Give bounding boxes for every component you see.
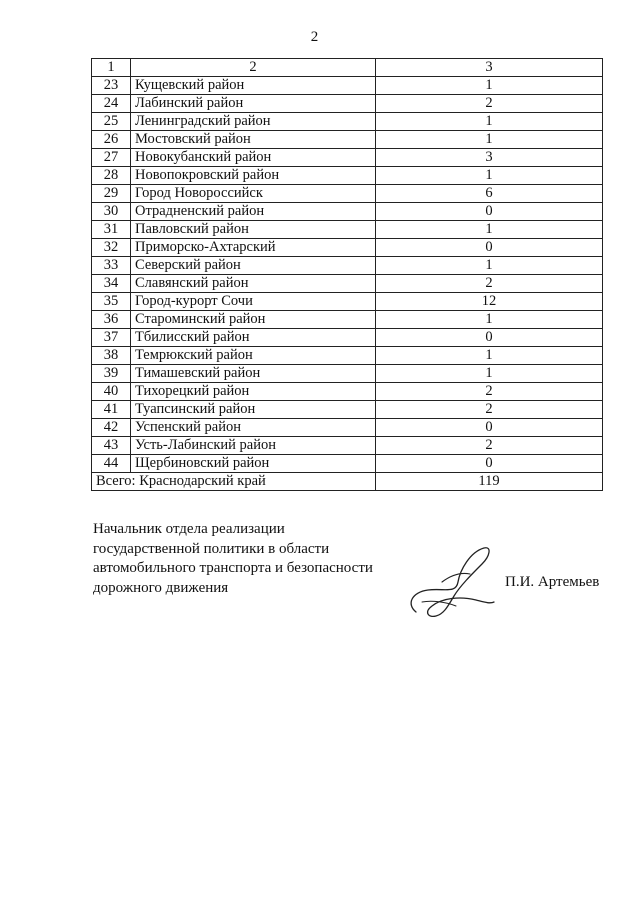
district-count: 0 [376, 203, 603, 221]
district-count: 2 [376, 437, 603, 455]
district-count: 0 [376, 329, 603, 347]
row-number: 43 [92, 437, 131, 455]
district-count: 1 [376, 365, 603, 383]
position-line: дорожного движения [93, 579, 229, 596]
row-number: 26 [92, 131, 131, 149]
district-name: Тбилисский район [131, 329, 376, 347]
table-row [92, 347, 603, 365]
district-name: Славянский район [131, 275, 376, 293]
table-row [92, 437, 603, 455]
district-name: Ленинградский район [131, 113, 376, 131]
table-row [92, 401, 603, 419]
district-count: 0 [376, 239, 603, 257]
districts-table [91, 58, 603, 491]
handwritten-signature [398, 542, 498, 620]
row-number: 34 [92, 275, 131, 293]
row-number: 23 [92, 77, 131, 95]
district-count: 6 [376, 185, 603, 203]
row-number: 37 [92, 329, 131, 347]
district-name: Павловский район [131, 221, 376, 239]
table-row [92, 419, 603, 437]
row-number: 39 [92, 365, 131, 383]
column-header: 1 [92, 59, 131, 77]
row-number: 38 [92, 347, 131, 365]
row-number: 24 [92, 95, 131, 113]
row-number: 42 [92, 419, 131, 437]
district-count: 1 [376, 131, 603, 149]
table-row [92, 131, 603, 149]
district-name: Город Новороссийск [131, 185, 376, 203]
row-number: 31 [92, 221, 131, 239]
row-number: 28 [92, 167, 131, 185]
district-name: Усть-Лабинский район [131, 437, 376, 455]
district-count: 1 [376, 221, 603, 239]
signatory-position [93, 520, 373, 598]
table-row [92, 95, 603, 113]
district-count: 12 [376, 293, 603, 311]
row-number: 30 [92, 203, 131, 221]
row-number: 36 [92, 311, 131, 329]
district-name: Мостовский район [131, 131, 376, 149]
district-name: Успенский район [131, 419, 376, 437]
district-name: Туапсинский район [131, 401, 376, 419]
district-name: Темрюкский район [131, 347, 376, 365]
district-count: 1 [376, 347, 603, 365]
table-row [92, 167, 603, 185]
district-count: 2 [376, 401, 603, 419]
total-label: Всего: Краснодарский край [92, 473, 376, 491]
column-header: 2 [131, 59, 376, 77]
district-name: Староминский район [131, 311, 376, 329]
signatory-name: П.И. Артемьев [505, 574, 600, 590]
district-count: 1 [376, 167, 603, 185]
district-count: 0 [376, 419, 603, 437]
district-name: Новопокровский район [131, 167, 376, 185]
district-name: Тихорецкий район [131, 383, 376, 401]
district-count: 2 [376, 95, 603, 113]
district-count: 1 [376, 113, 603, 131]
row-number: 41 [92, 401, 131, 419]
district-name: Город-курорт Сочи [131, 293, 376, 311]
table-row [92, 455, 603, 473]
position-line: Начальник отдела реализации [93, 521, 285, 537]
district-count: 3 [376, 149, 603, 167]
table-row [92, 113, 603, 131]
table-row [92, 383, 603, 401]
position-line: автомобильного транспорта и безопасности [93, 560, 373, 576]
page-number: 2 [310, 29, 319, 45]
table-row [92, 149, 603, 167]
district-name: Лабинский район [131, 95, 376, 113]
total-value: 119 [376, 473, 603, 491]
row-number: 27 [92, 149, 131, 167]
table-row [92, 77, 603, 95]
district-name: Приморско-Ахтарский [131, 239, 376, 257]
table-row [92, 275, 603, 293]
district-name: Кущевский район [131, 77, 376, 95]
table-row [92, 311, 603, 329]
row-number: 35 [92, 293, 131, 311]
district-name: Тимашевский район [131, 365, 376, 383]
district-name: Северский район [131, 257, 376, 275]
district-name: Щербиновский район [131, 455, 376, 473]
table-row [92, 221, 603, 239]
column-header: 3 [376, 59, 603, 77]
district-count: 1 [376, 311, 603, 329]
table-header-row [92, 59, 603, 77]
row-number: 44 [92, 455, 131, 473]
table-row [92, 257, 603, 275]
district-count: 2 [376, 383, 603, 401]
district-count: 0 [376, 455, 603, 473]
table-row [92, 329, 603, 347]
table-row [92, 365, 603, 383]
district-name: Отрадненский район [131, 203, 376, 221]
row-number: 29 [92, 185, 131, 203]
district-count: 1 [376, 77, 603, 95]
district-count: 2 [376, 275, 603, 293]
row-number: 40 [92, 383, 131, 401]
district-count: 1 [376, 257, 603, 275]
table-row [92, 239, 603, 257]
table-row [92, 185, 603, 203]
position-line: государственной политики в области [93, 540, 330, 557]
table-row [92, 293, 603, 311]
table-row [92, 203, 603, 221]
total-row [92, 473, 603, 491]
district-name: Новокубанский район [131, 149, 376, 167]
row-number: 32 [92, 239, 131, 257]
row-number: 33 [92, 257, 131, 275]
row-number: 25 [92, 113, 131, 131]
